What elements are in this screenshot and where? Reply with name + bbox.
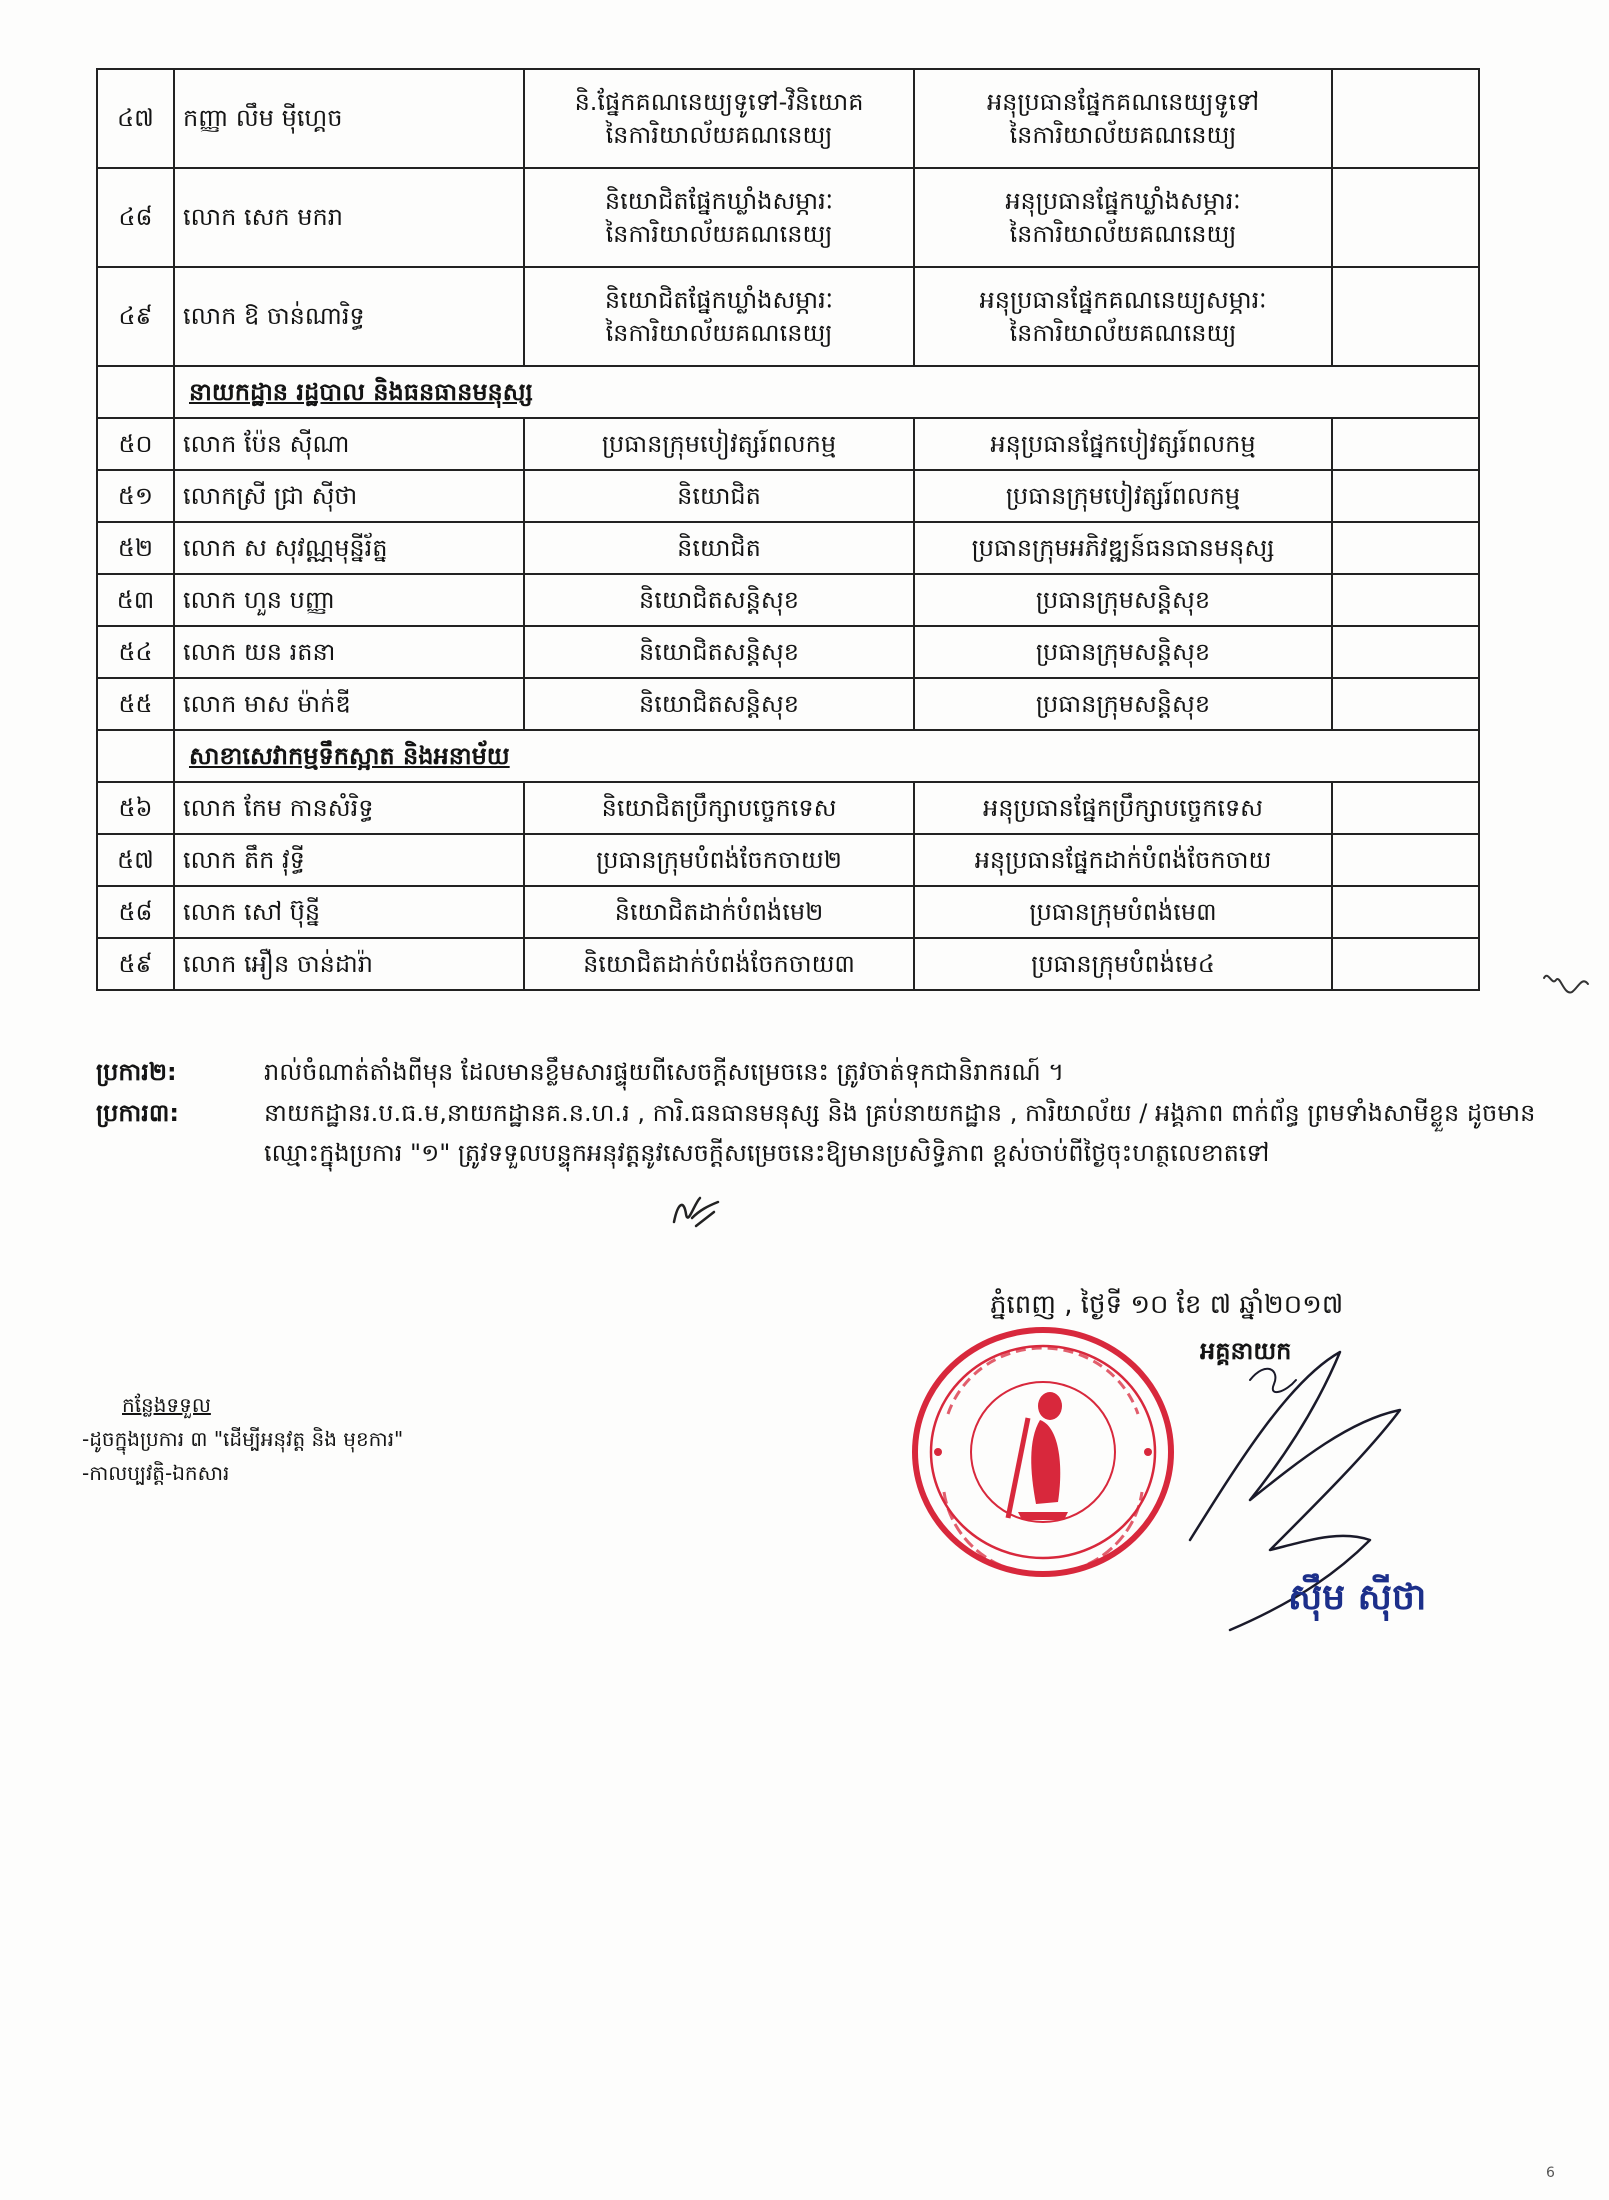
employee-name: លោកស្រី ជ្រា ស៊ីថា (174, 470, 524, 522)
row-number: ៥៨ (97, 886, 174, 938)
position-line: និយោជិតផ្នែកឃ្លាំងសម្ភារៈ (604, 187, 834, 216)
row-number: ៥៥ (97, 678, 174, 730)
article-text: រាល់ចំណាត់តាំងពីមុន ដែលមានខ្លឹមសារផ្ទុយពីសេចក្តីសម្រេចនេះ ត្រូវចាត់ទុកជានិរាករណ៍ ។ (264, 1058, 1065, 1086)
new-position (914, 678, 1332, 730)
staff-table-body (97, 69, 1479, 990)
position-line: ប្រធានក្រុមអភិវឌ្ឍន៍ធនធានមនុស្ស (971, 533, 1275, 562)
employee-name: លោក ប៉ែន ស៊ីណា (174, 418, 524, 470)
previous-position (524, 470, 914, 522)
recipients-heading: កន្លែងទទួល (122, 1393, 211, 1417)
previous-position (524, 168, 914, 267)
signer-title: អគ្គនាយក (1200, 1337, 1292, 1365)
table-row (97, 834, 1479, 886)
position-line: ប្រធានក្រុមបៀវត្សរ៍ពលកម្ម (1005, 481, 1241, 510)
position-line: ប្រធានក្រុមសន្តិសុខ (1035, 585, 1211, 614)
row-number: ៤៨ (97, 168, 174, 267)
section-row (97, 730, 1479, 782)
remarks-cell (1332, 574, 1479, 626)
previous-position (524, 574, 914, 626)
row-number: ៥៧ (97, 834, 174, 886)
remarks-cell (1332, 782, 1479, 834)
employee-name: លោក សេក មករា (174, 168, 524, 267)
remarks-cell (1332, 418, 1479, 470)
new-position (914, 69, 1332, 168)
position-line: និយោជិតសន្តិសុខ (639, 689, 799, 718)
row-number: ៤៩ (97, 267, 174, 366)
previous-position (524, 938, 914, 990)
position-line: ប្រធានក្រុមបំពង់មេ៤ (1031, 949, 1215, 978)
table-row (97, 522, 1479, 574)
position-line: អនុប្រធានផ្នែកគណនេយ្យសម្ភារៈ (979, 286, 1267, 315)
position-line: និ.ផ្នែកគណនេយ្យទូទៅ-វិនិយោគ (574, 88, 864, 117)
position-line: នៃការិយាល័យគណនេយ្យ (605, 120, 833, 149)
employee-name: លោក សៅ ប៊ុន្នី (174, 886, 524, 938)
recipient-item: -ដូចក្នុងប្រការ ៣ "ដើម្បីអនុវត្ត និង មុខការ" (82, 1427, 404, 1451)
remarks-cell (1332, 834, 1479, 886)
table-row (97, 470, 1479, 522)
position-line: អនុប្រធានផ្នែកឃ្លាំងសម្ភារៈ (1005, 187, 1241, 216)
signer-name: ស៊ឹម ស៊ីថា (1288, 1577, 1427, 1618)
position-line: និយោជិតប្រឹក្សាបច្ចេកទេស (601, 793, 837, 822)
previous-position (524, 678, 914, 730)
position-line: នៃការិយាល័យគណនេយ្យ (605, 219, 833, 248)
previous-position (524, 782, 914, 834)
position-line: ប្រធានក្រុមសន្តិសុខ (1035, 689, 1211, 718)
table-row (97, 626, 1479, 678)
table-row (97, 782, 1479, 834)
article-label: ប្រការ២: (96, 1058, 177, 1086)
row-number: ៥០ (97, 418, 174, 470)
new-position (914, 626, 1332, 678)
employee-name: លោក ស សុវណ្ណមុន្នីរ័ត្ន (174, 522, 524, 574)
article-2 (96, 1052, 1556, 1092)
row-number: ៤៧ (97, 69, 174, 168)
previous-position (524, 834, 914, 886)
remarks-cell (1332, 626, 1479, 678)
section-title: សាខាសេវាកម្មទឹកស្អាត និងអនាម័យ (174, 730, 1479, 782)
remarks-cell (1332, 267, 1479, 366)
recipients-block (82, 1388, 403, 1490)
new-position (914, 522, 1332, 574)
position-line: នៃការិយាល័យគណនេយ្យ (1009, 318, 1237, 347)
row-number: ៥៦ (97, 782, 174, 834)
date-line: ភ្នំពេញ , ថ្ងៃទី ១០ ខែ ៧ ឆ្នាំ២០១៧ (990, 1290, 1344, 1320)
new-position (914, 168, 1332, 267)
row-number: ៥២ (97, 522, 174, 574)
new-position (914, 418, 1332, 470)
table-row (97, 69, 1479, 168)
table-row (97, 168, 1479, 267)
previous-position (524, 886, 914, 938)
row-number: ៥៤ (97, 626, 174, 678)
remarks-cell (1332, 69, 1479, 168)
remarks-cell (1332, 168, 1479, 267)
previous-position (524, 267, 914, 366)
employee-name: លោក ហួន បញ្ញា (174, 574, 524, 626)
employee-name: លោក មាស ម៉ាក់ឌី (174, 678, 524, 730)
position-line: នៃការិយាល័យគណនេយ្យ (1009, 219, 1237, 248)
page-number: 6 (1546, 2165, 1555, 2181)
position-line: និយោជិតដាក់បំពង់ចែកចាយ៣ (583, 949, 855, 978)
article-label: ប្រការ៣: (96, 1099, 179, 1127)
table-row (97, 267, 1479, 366)
remarks-cell (1332, 886, 1479, 938)
remarks-cell (1332, 678, 1479, 730)
employee-name: កញ្ញា លឹម ម៉ីហ្គេច (174, 69, 524, 168)
previous-position (524, 418, 914, 470)
row-number: ៥៣ (97, 574, 174, 626)
position-line: និយោជិតសន្តិសុខ (639, 637, 799, 666)
new-position (914, 886, 1332, 938)
position-line: ប្រធានក្រុមបំពង់ចែកចាយ២ (596, 845, 842, 874)
employee-name: លោក កែម កានសំរិទ្ធ (174, 782, 524, 834)
position-line: អនុប្រធានផ្នែកដាក់បំពង់ចែកចាយ (974, 845, 1272, 874)
employee-name: លោក តឹក វុទ្ធី (174, 834, 524, 886)
new-position (914, 470, 1332, 522)
article-3 (96, 1093, 1556, 1173)
new-position (914, 834, 1332, 886)
position-line: និយោជិតដាក់បំពង់មេ២ (614, 897, 824, 926)
new-position (914, 574, 1332, 626)
row-number: ៥១ (97, 470, 174, 522)
initials-mark (1538, 966, 1598, 1006)
position-line: ប្រធានក្រុមបំពង់មេ៣ (1029, 897, 1217, 926)
employee-name: លោក យន រតនា (174, 626, 524, 678)
table-row (97, 938, 1479, 990)
staff-assignment-table (96, 68, 1480, 991)
position-line: នៃការិយាល័យគណនេយ្យ (1009, 120, 1237, 149)
position-line: នៃការិយាល័យគណនេយ្យ (605, 318, 833, 347)
new-position (914, 938, 1332, 990)
table-row (97, 886, 1479, 938)
section-row (97, 366, 1479, 418)
section-title: នាយកដ្ឋាន រដ្ឋបាល និងធនធានមនុស្ស (174, 366, 1479, 418)
table-row (97, 678, 1479, 730)
table-row (97, 418, 1479, 470)
position-line: និយោជិតផ្នែកឃ្លាំងសម្ភារៈ (604, 286, 834, 315)
row-number: ៥៩ (97, 938, 174, 990)
remarks-cell (1332, 522, 1479, 574)
position-line: អនុប្រធានផ្នែកប្រឹក្សាបច្ចេកទេស (982, 793, 1264, 822)
table-row (97, 574, 1479, 626)
official-seal (908, 1322, 1178, 1582)
previous-position (524, 69, 914, 168)
section-number-cell (97, 730, 174, 782)
article-text: នាយកដ្ឋានរ.ប.ធ.ម,នាយកដ្ឋានគ.ន.ហ.រ , ការិ.ធនធានមនុស្ស និង គ្រប់នាយកដ្ឋាន , ការិយាល័យ / អង្គភាព ពាក់ព័ន្ធ ព្រមទាំងសាមីខ្លួន ដូចមានឈ្មោះក្នុងប្រការ "១" ត្រូវទទួលបន្ទុកអនុវត្តនូវសេចក្តីសម្រេចនេះឱ្យមានប្រសិទ្ធិភាព ខ្ពស់ចាប់ពីថ្ងៃចុះហត្ថលេខាតទៅ (264, 1099, 1536, 1167)
position-line: ប្រធានក្រុមសន្តិសុខ (1035, 637, 1211, 666)
remarks-cell (1332, 938, 1479, 990)
section-number-cell (97, 366, 174, 418)
previous-position (524, 626, 914, 678)
remarks-cell (1332, 470, 1479, 522)
position-line: អនុប្រធានផ្នែកបៀវត្សរ៍ពលកម្ម (990, 429, 1256, 458)
employee-name: លោក ឱ ចាន់ណារិទ្ធ (174, 267, 524, 366)
recipient-item: -កាលប្បវត្តិ-ឯកសារ (82, 1461, 230, 1485)
employee-name: លោក អឿន ចាន់ដារ៉ា (174, 938, 524, 990)
new-position (914, 782, 1332, 834)
position-line: អនុប្រធានផ្នែកគណនេយ្យទូទៅ (986, 88, 1260, 117)
position-line: និយោជិត (677, 533, 761, 562)
position-line: និយោជិត (677, 481, 761, 510)
initials-mark (666, 1192, 726, 1232)
position-line: ប្រធានក្រុមបៀវត្សរ៍ពលកម្ម (601, 429, 837, 458)
new-position (914, 267, 1332, 366)
previous-position (524, 522, 914, 574)
position-line: និយោជិតសន្តិសុខ (639, 585, 799, 614)
